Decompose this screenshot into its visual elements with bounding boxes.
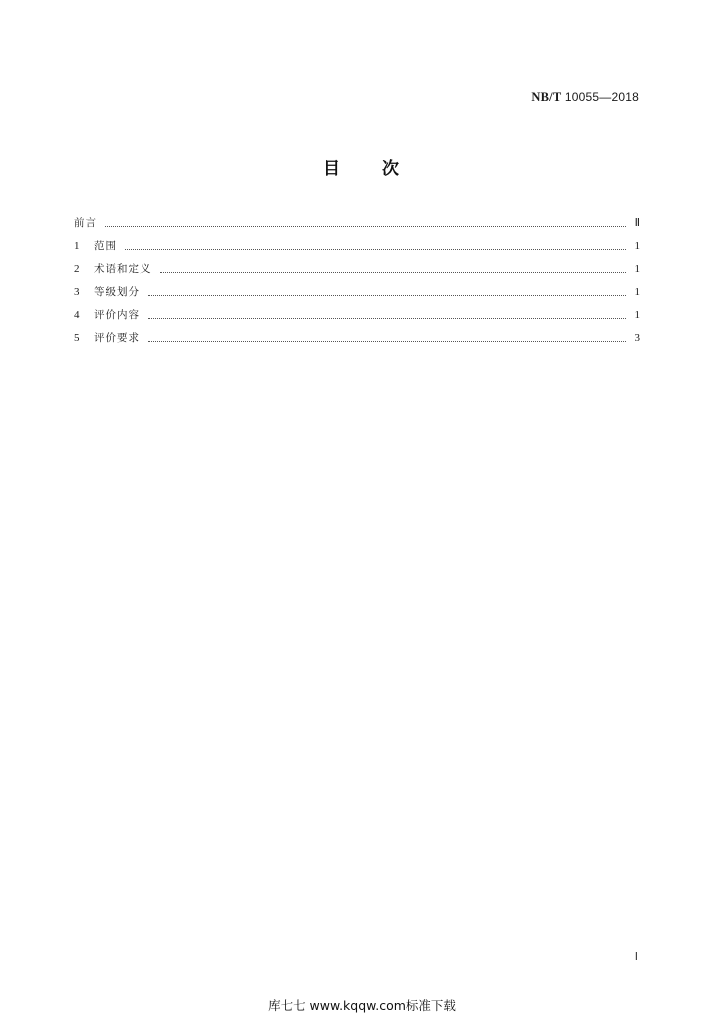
toc-entry-page: 3 [634, 332, 640, 344]
toc-dot-leader [125, 248, 626, 250]
standard-code: 10055—2018 [564, 90, 639, 104]
toc-dot-leader [160, 271, 627, 273]
toc-entry-number: 4 [74, 309, 80, 321]
toc-entry-label: 范围 [94, 240, 117, 252]
toc-entry-page: 1 [634, 263, 640, 275]
toc-entry-1[interactable] [74, 235, 640, 258]
toc-entry-label: 评价内容 [94, 309, 140, 321]
toc-dot-leader [148, 294, 626, 296]
toc-entry-label: 等级划分 [94, 286, 140, 298]
toc-entry-page: 1 [634, 309, 640, 321]
standard-number [531, 90, 639, 105]
toc-dot-leader [148, 317, 626, 319]
toc-entry-number: 5 [74, 332, 80, 344]
footer-watermark: 库七七 www.kqqw.com标准下载 [268, 998, 456, 1013]
table-of-contents [74, 212, 640, 350]
toc-entry-page: Ⅱ [634, 217, 640, 229]
toc-entry-page: 1 [634, 240, 640, 252]
toc-entry-number: 3 [74, 286, 80, 298]
toc-entry-5[interactable] [74, 327, 640, 350]
toc-entry-label: 评价要求 [94, 332, 140, 344]
toc-dot-leader [105, 225, 626, 227]
toc-entry-page: 1 [634, 286, 640, 298]
toc-entry-label: 前言 [74, 217, 97, 229]
page-title: 目 次 [323, 159, 401, 179]
standard-prefix: NB/T [531, 90, 562, 104]
page-number: Ⅰ [634, 951, 638, 963]
toc-entry-2[interactable] [74, 258, 640, 281]
toc-entry-4[interactable] [74, 304, 640, 327]
toc-entry-preface[interactable] [74, 212, 640, 235]
toc-entry-number: 1 [74, 240, 80, 252]
toc-entry-number: 2 [74, 263, 80, 275]
toc-entry-label: 术语和定义 [94, 263, 152, 275]
toc-entry-3[interactable] [74, 281, 640, 304]
toc-dot-leader [148, 340, 626, 342]
